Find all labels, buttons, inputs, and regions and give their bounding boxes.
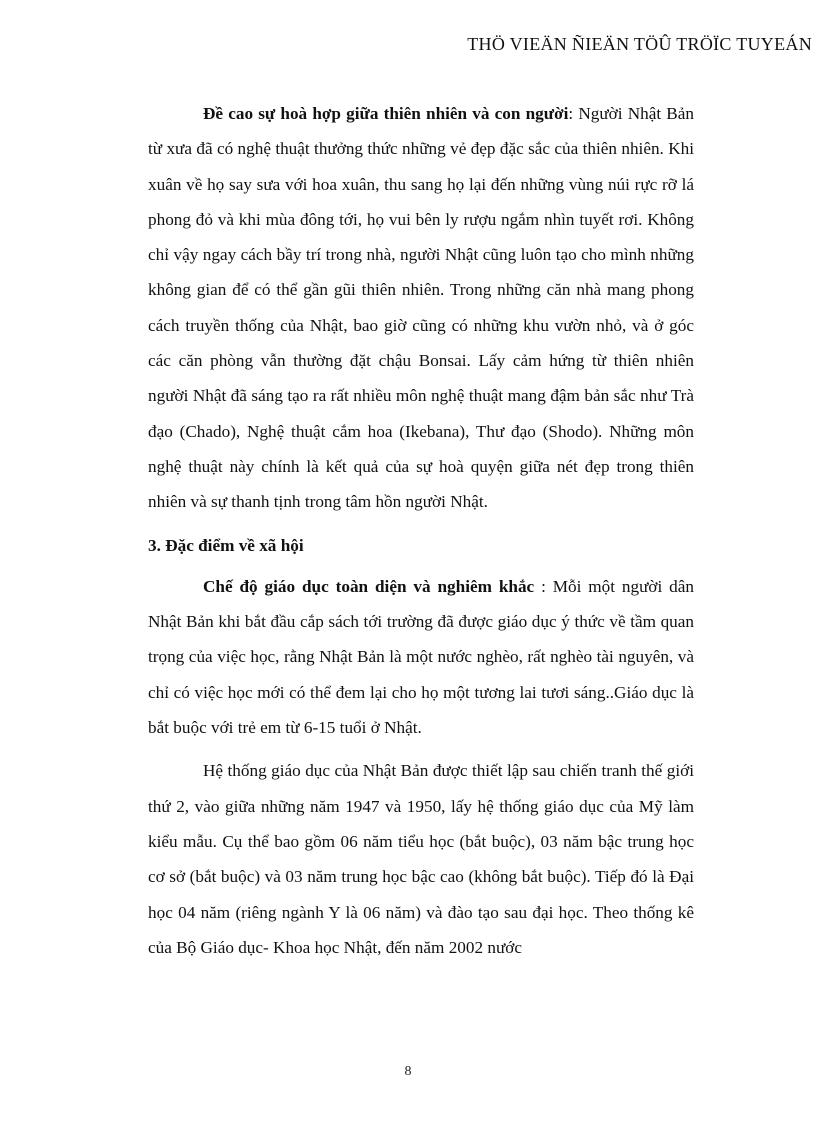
paragraph-lead: Chế độ giáo dục toàn diện và nghiêm khắc [203, 576, 535, 596]
paragraph-education-history [148, 753, 694, 965]
paragraph-nature-harmony [148, 96, 694, 520]
paragraph-lead: Đề cao sự hoà hợp giữa thiên nhiên và con người [203, 104, 569, 123]
paragraph-text: Hệ thống giáo dục của Nhật Bản được thiết lập sau chiến tranh thế giới thứ 2, vào giữa những năm 1947 và 1950, lấy hệ thống giáo dục của Mỹ làm kiểu mẫu. Cụ thể bao gồm 06 năm tiểu học (bắt buộc), 03 năm bậc trung học cơ sở (bắt buộc) và 03 năm trung học bậc cao (không bắt buộc). Tiếp đó là Đại học 04 năm (riêng ngành Y là 06 năm) và đào tạo sau đại học. Theo thống kê của Bộ Giáo dục- Khoa học Nhật, đến năm 2002 nước [148, 761, 694, 957]
document-body [148, 96, 694, 965]
page-number: 8 [404, 1064, 412, 1079]
paragraph-text: : Người Nhật Bản từ xưa đã có nghệ thuật thưởng thức những vẻ đẹp đặc sắc của thiên nhiên. Khi xuân về họ say sưa với hoa xuân, thu sang họ lại đến những vùng núi rực rỡ lá phong đỏ và khi mùa đông tới, họ vui bên ly rượu ngắm nhìn tuyết rơi. Không chỉ vậy ngay cách bầy trí trong nhà, người Nhật cũng luôn tạo cho mình những không gian để có thể gần gũi thiên nhiên. Trong những căn nhà mang phong cách truyền thống của Nhật, bao giờ cũng có những khu vườn nhỏ, và ở góc các căn phòng vẫn thường đặt chậu Bonsai. Lấy cảm hứng từ thiên nhiên người Nhật đã sáng tạo ra rất nhiều môn nghệ thuật mang đậm bản sắc như Trà đạo (Chado), Nghệ thuật cắm hoa (Ikebana), Thư đạo (Shodo). Những môn nghệ thuật này chính là kết quả của sự hoà quyện giữa nét đẹp trong thiên nhiên và sự thanh tịnh trong tâm hồn người Nhật. [148, 104, 694, 512]
paragraph-education-system [148, 569, 694, 745]
paragraph-text: : Mỗi một người dân Nhật Bản khi bắt đầu cắp sách tới trường đã được giáo dục ý thức về tầm quan trọng của việc học, rằng Nhật Bản là một nước nghèo, rất nghèo tài nguyên, và chỉ có việc học mới có thể đem lại cho họ một tương lai tươi sáng..Giáo dục là bắt buộc với trẻ em từ 6-15 tuổi ở Nhật. [148, 576, 694, 738]
section-heading: 3. Đặc điểm về xã hội [148, 535, 304, 555]
running-header: THÖ VIEÄN ÑIEÄN TÖÛ TRÖÏC TUYEÁN [467, 34, 812, 54]
